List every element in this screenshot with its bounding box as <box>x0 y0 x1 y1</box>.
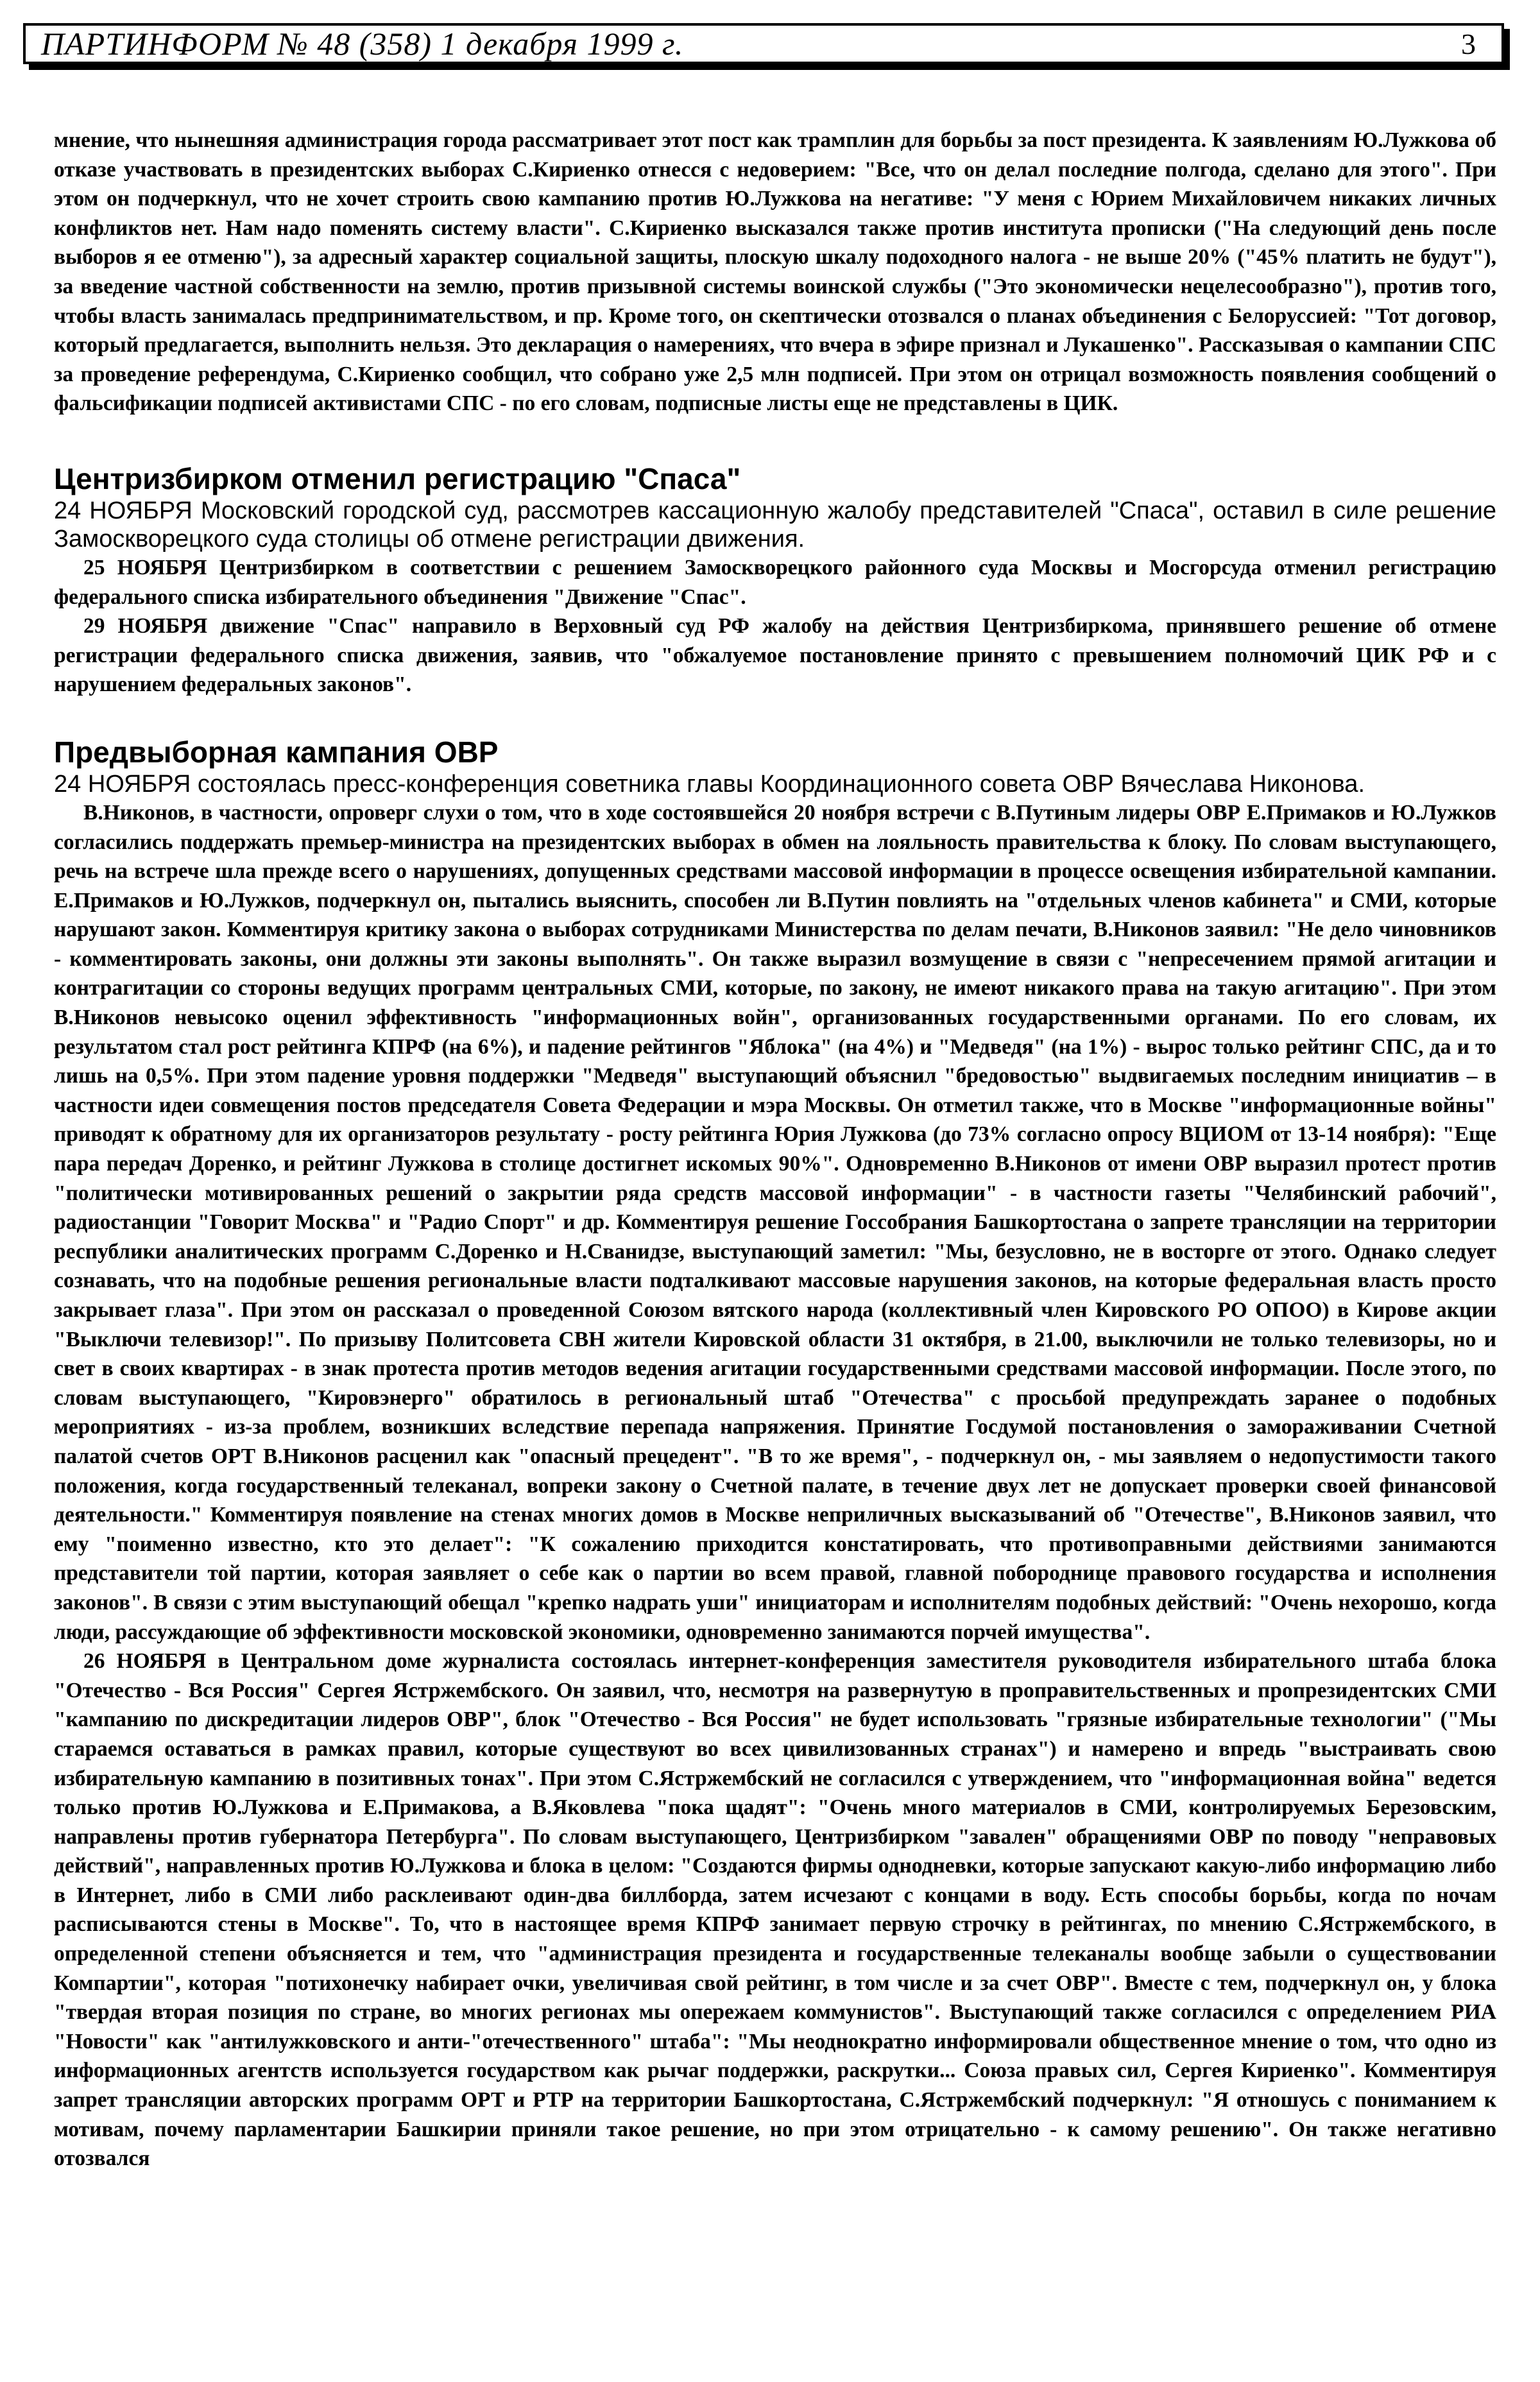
section-lead: 24 НОЯБРЯ Московский городской суд, рассмотрев кассационную жалобу представителей "Спаса", оставил в силе решение Замоскворецкого суда столицы об отмене регистрации движения. <box>54 497 1496 553</box>
section-ovr <box>54 734 1496 2173</box>
section-heading: Предвыборная кампания ОВР <box>54 735 499 769</box>
intro-paragraph: мнение, что нынешняя администрация города рассматривает этот пост как трамплин для борьбы за пост президента. К заявлениям Ю.Лужкова об отказе участвовать в президентских выборах С.Кириенко отнесся с недоверием: "Все, что он делал последние полгода, сделано для этого". При этом он подчеркнул, что не хочет строить свою кампанию против Ю.Лужкова на негативе: "У меня с Юрием Михайловичем никаких личных конфликтов нет. Нам надо поменять систему власти". С.Кириенко высказался также против института прописки ("На следующий день после выборов я ее отменю"), за адресный характер социальной защиты, плоскую шкалу подоходного налога - не выше 20% ("45% платить не будут"), за введение частной собственности на землю, против призывной системы воинской службы ("Это экономически нецелесообразно"), против того, чтобы власть занималась предпринимательством, и пр. Кроме того, он скептически отозвался о планах объединения с Белоруссией: "Тот договор, который предлагается, выполнить нельзя. Это декларация о намерениях, что вчера в эфире признал и Лукашенко". Рассказывая о кампании СПС за проведение референдума, С.Кириенко сообщил, что собрано уже 2,5 млн подписей. При этом он отрицал возможность появления сообщений о фальсификации подписей активистами СПС - по его словам, подписные листы еще не представлены в ЦИК. <box>54 128 1496 416</box>
page-header <box>23 23 1504 64</box>
section-spas <box>54 461 1496 699</box>
section-lead: 24 НОЯБРЯ состоялась пресс-конференция советника главы Координационного совета ОВР Вячеслава Никонова. <box>54 770 1365 798</box>
section-spacer <box>54 699 1496 734</box>
section-paragraph: 25 НОЯБРЯ Центризбирком в соответствии с решением Замоскворецкого районного суда Москвы и Мосгорсуда отменил регистрацию федерального списка избирательного объединения "Движение "Спас". <box>54 555 1496 609</box>
section-heading: Центризбирком отменил регистрацию "Спаса" <box>54 461 741 495</box>
section-paragraph: 29 НОЯБРЯ движение "Спас" направило в Верховный суд РФ жалобу на действия Центризбиркома, принявшего решение об отмене регистрации федерального списка движения, заявив, что "обжалуемое постановление принято с превышением полномочий ЦИК РФ и с нарушением федеральных законов". <box>54 614 1496 697</box>
section-paragraph: 26 НОЯБРЯ в Центральном доме журналиста состоялась интернет-конференция заместителя руководителя избирательного штаба блока "Отечество - Вся Россия" Сергея Ястржембского. Он заявил, что, несмотря на развернутую в проправительственных и пропрезидентских СМИ "кампанию по дискредитации лидеров ОВР", блок "Отечество - Вся Россия" не будет использовать "грязные избирательные технологии" ("Мы стараемся оставаться в рамках правил, которые существуют во всех цивилизованных странах") и намерено и впредь "выстраивать свою избирательную кампанию в позитивных тонах". При этом С.Ястржембский не согласился с утверждением, что "информационная война" ведется только против Ю.Лужкова и Е.Примакова, а В.Яковлева "пока щадят": "Очень много материалов в СМИ, контролируемых Березовским, направлены против губернатора Петербурга". По словам выступающего, Центризбирком "завален" обращениями ОВР по поводу "неправовых действий", направленных против Ю.Лужкова и блока в целом: "Создаются фирмы однодневки, которые запускают какую-либо информацию либо в Интернет, либо в СМИ либо расклеивают один-два биллборда, затем исчезают с концами в воду. Есть способы борьбы, когда по ночам расписываются стены в Москве". То, что в настоящее время КПРФ занимает первую строчку в рейтингах, по мнению С.Ястржембского, в определенной степени объясняется и тем, что "администрация президента и государственные телеканалы вообще забыли о существовании Компартии", которая "потихонечку набирает очки, увеличивая свой рейтинг, в том числе и за счет ОВР". Вместе с тем, подчеркнул он, у блока "твердая вторая позиция по стране, во многих регионах мы опережаем коммунистов". Выступающий также согласился с определением РИА "Новости" как "антилужковского и анти-"отечественного" штаба": "Мы неоднократно информировали общественное мнение о том, что одно из информационных агентств используется государством как рычаг поддержки, раскрутки... Союза правых сил, Сергея Кириенко". Комментируя запрет трансляции авторских программ ОРТ и РТР на территории Башкортостана, С.Ястржембский подчеркнул: "Я отношусь с пониманием к мотивам, почему парламентарии Башкирии приняли такое решение, но при этом отрицательно - к самому решению". Он также негативно отозвался <box>54 1649 1496 2171</box>
article-body <box>54 126 1496 2173</box>
header-title: ПАРТИНФОРМ № 48 (358) 1 декабря 1999 г. <box>41 26 684 62</box>
page-number: 3 <box>1461 27 1476 60</box>
section-paragraph: В.Никонов, в частности, опроверг слухи о том, что в ходе состоявшейся 20 ноября встречи с В.Путиным лидеры ОВР Е.Примаков и Ю.Лужков согласились поддержать премьер-министра на президентских выборах в обмен на лояльность правительства к блоку. По словам выступающего, речь на встрече шла прежде всего о нарушениях, допущенных средствами массовой информации в процессе освещения избирательной кампании. Е.Примаков и Ю.Лужков, подчеркнул он, пытались выяснить, способен ли В.Путин повлиять на "отдельных членов кабинета" и СМИ, которые нарушают закон. Комментируя критику закона о выборах сотрудниками Министерства по делам печати, В.Никонов заявил: "Не дело чиновников - комментировать законы, они должны эти законы выполнять". Он также выразил возмущение в связи с "непресечением прямой агитации и контрагитации со стороны ведущих программ центральных СМИ, которые, по закону, не имеют никакого права на такую агитацию". При этом В.Никонов невысоко оценил эффективность "информационных войн", организованных государственными органами. По его словам, их результатом стал рост рейтинга КПРФ (на 6%), и падение рейтингов "Яблока" (на 4%) и "Медведя" (на 1%) - вырос только рейтинг СПС, да и то лишь на 0,5%. При этом падение уровня поддержки "Медведя" выступающий объяснил "бредовостью" выдвигаемых последним инициатив – в частности идеи совмещения постов председателя Совета Федерации и мэра Москвы. Он отметил также, что в Москве "информационные войны" приводят к обратному для их организаторов результату - росту рейтинга Юрия Лужкова (до 73% согласно опросу ВЦИОМ от 13-14 ноября): "Еще пара передач Доренко, и рейтинг Лужкова в столице достигнет искомых 90%". Одновременно В.Никонов от имени ОВР выразил протест против "политически мотивированных решений о закрытии ряда средств массовой информации" - в частности газеты "Челябинский рабочий", радиостанции "Говорит Москва" и "Радио Спорт" и др. Комментируя решение Госсобрания Башкортостана о запрете трансляции на территории республики аналитических программ С.Доренко и Н.Сванидзе, выступающий заметил: "Мы, безусловно, не в восторге от этого. Однако следует сознавать, что на подобные решения региональные власти подталкивают массовые нарушения законов, на которые федеральная власть просто закрывает глаза". При этом он рассказал о проведенной Союзом вятского народа (коллективный член Кировского РО ОПОО) в Кирове акции "Выключи телевизор!". По призыву Политсовета СВН жители Кировской области 31 октября, в 21.00, выключили не только телевизоры, но и свет в своих квартирах - в знак протеста против методов ведения агитации государственными средствами массовой информации. После этого, по словам выступающего, "Кировэнерго" обратилось в региональный штаб "Отечества" с просьбой предупреждать заранее о подобных мероприятиях - из-за проблем, возникших вследствие перепада напряжения. Принятие Госдумой постановления о замораживании Счетной палатой счетов ОРТ В.Никонов расценил как "опасный прецедент". "В то же время", - подчеркнул он, - мы заявляем о недопустимости такого положения, когда государственный телеканал, вопреки закону о Счетной палате, в течение двух лет не допускает проверки своей финансовой деятельности." Комментируя появление на стенах многих домов в Москве неприличных высказываний об "Отечестве", В.Никонов заявил, что ему "поименно известно, кто это делает": "К сожалению приходится констатировать, что противоправными действиями занимаются представители той партии, которая заявляет о себе как о партии во всем правой, главной побороднице правового государства и исполнения законов". В связи с этим выступающий обещал "крепко надрать уши" инициаторам и исполнителям подобных действий: "Очень нехорошо, когда люди, рассуждающие об эффективности московской экономики, одновременно занимаются порчей имущества". <box>54 800 1496 1644</box>
section-spacer <box>54 418 1496 461</box>
